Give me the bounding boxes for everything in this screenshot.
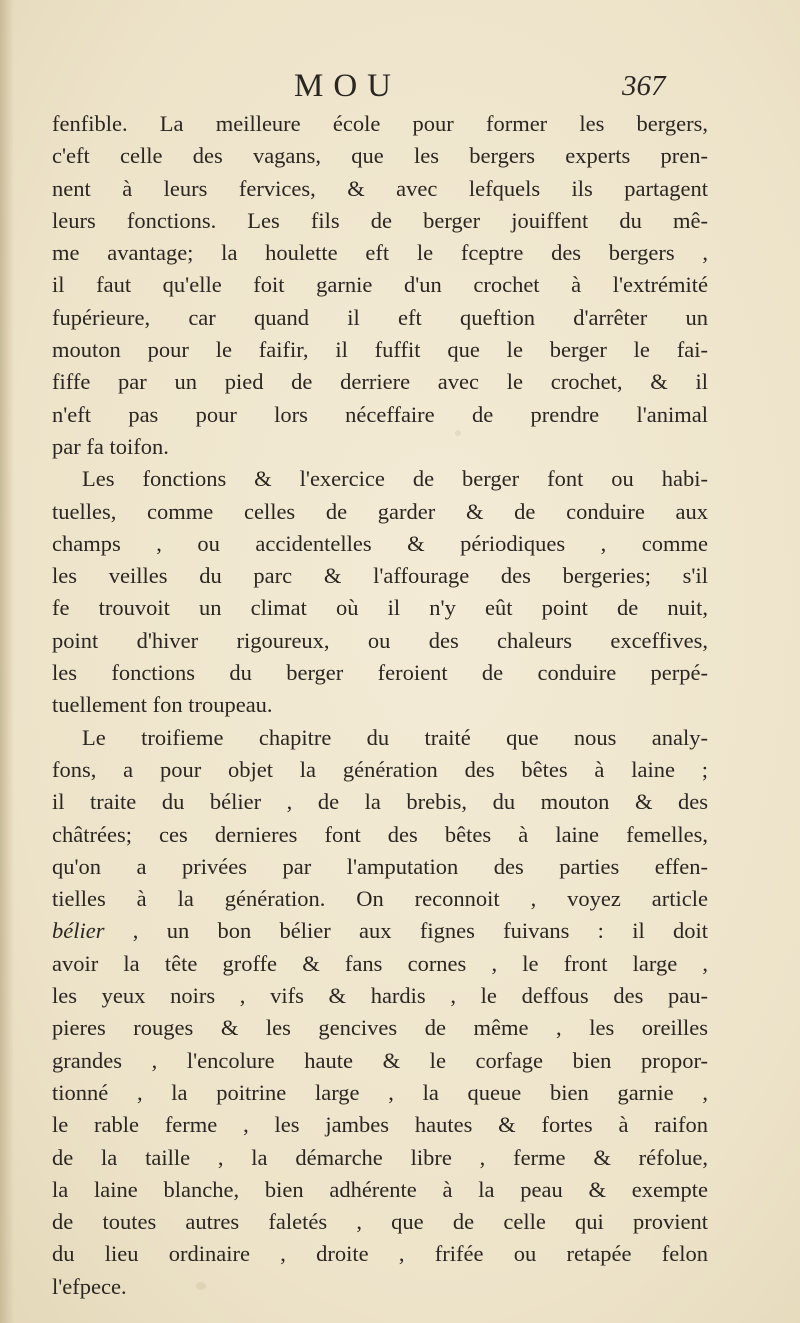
text-line: qu'on a privées par l'amputation des parties effen- [52,853,708,879]
text-line: grandes , l'encolure haute & le corfage bien propor- [52,1047,708,1073]
text-line: tuellement fon troupeau. [52,692,273,718]
running-head: MOU [294,68,402,104]
text-line: me avantage; la houlette eft le fceptre des bergers , [52,240,708,266]
text-line: tionné , la poitrine large , la queue bien garnie , [52,1079,708,1105]
text-line: n'eft pas pour lors néceffaire de prendre l'animal [52,401,708,427]
text-line: de toutes autres faletés , que de celle qui provient [52,1209,708,1235]
text-line: tuelles, comme celles de garder & de conduire aux [52,498,708,524]
text-line: point d'hiver rigoureux, ou des chaleurs exceffives, [52,627,708,653]
text-line: leurs fonctions. Les fils de berger jouiffent du mê- [52,207,708,233]
text-line: fupérieure, car quand il eft queftion d'arrêter un [52,304,708,330]
text-line: tielles à la génération. On reconnoit , voyez article [52,886,708,912]
binding-edge [0,0,14,1323]
text-line: c'eft celle des vagans, que les bergers experts pren- [52,143,708,169]
text-line: fe trouvoit un climat où il n'y eût point de nuit, [52,595,708,621]
text-line: les veilles du parc & l'affourage des bergeries; s'il [52,563,708,589]
text-line: il faut qu'elle foit garnie d'un crochet à l'extrémité [52,272,708,298]
text-line: fons, a pour objet la génération des bêtes à laine ; [52,756,708,782]
text-line: du lieu ordinaire , droite , frifée ou retapée felon [52,1241,708,1267]
text-line: Le troifieme chapitre du traité que nous analy- [82,724,708,750]
text-line: les yeux noirs , vifs & hardis , le deffous des pau- [52,983,708,1009]
cross-reference-word: bélier [52,918,105,944]
text-line: fiffe par un pied de derriere avec le crochet, & il [52,369,708,395]
text-line: le rable ferme , les jambes hautes & fortes à raifon [52,1112,708,1138]
text-line: fenfible. La meilleure école pour former les bergers, [52,111,708,136]
text-line: l'efpece. [52,1273,127,1299]
body-text [52,108,708,1303]
text-line: Les fonctions & l'exercice de berger font ou habi- [82,466,708,492]
text-line: il traite du bélier , de la brebis, du mouton & des [52,789,708,815]
text-line: avoir la tête groffe & fans cornes , le front large , [52,950,708,976]
text-line: les fonctions du berger feroient de conduire perpé- [52,660,708,686]
text-line: champs , ou accidentelles & périodiques , comme [52,530,708,556]
page-header [0,60,800,110]
text-line: de la taille , la démarche libre , ferme & réfolue, [52,1144,708,1170]
text-line: bélier , un bon bélier aux fignes fuivans : il doit [52,918,708,944]
text-line: la laine blanche, bien adhérente à la peau & exempte [52,1176,708,1202]
text-line: par fa toifon. [52,433,169,459]
page-number: 367 [622,70,666,102]
text-line: mouton pour le faifir, il fuffit que le berger le fai- [52,337,708,363]
text-line: pieres rouges & les gencives de même , les oreilles [52,1015,708,1041]
text-line: nent à leurs fervices, & avec lefquels ils partagent [52,175,708,201]
text-line: châtrées; ces dernieres font des bêtes à laine femelles, [52,821,708,847]
